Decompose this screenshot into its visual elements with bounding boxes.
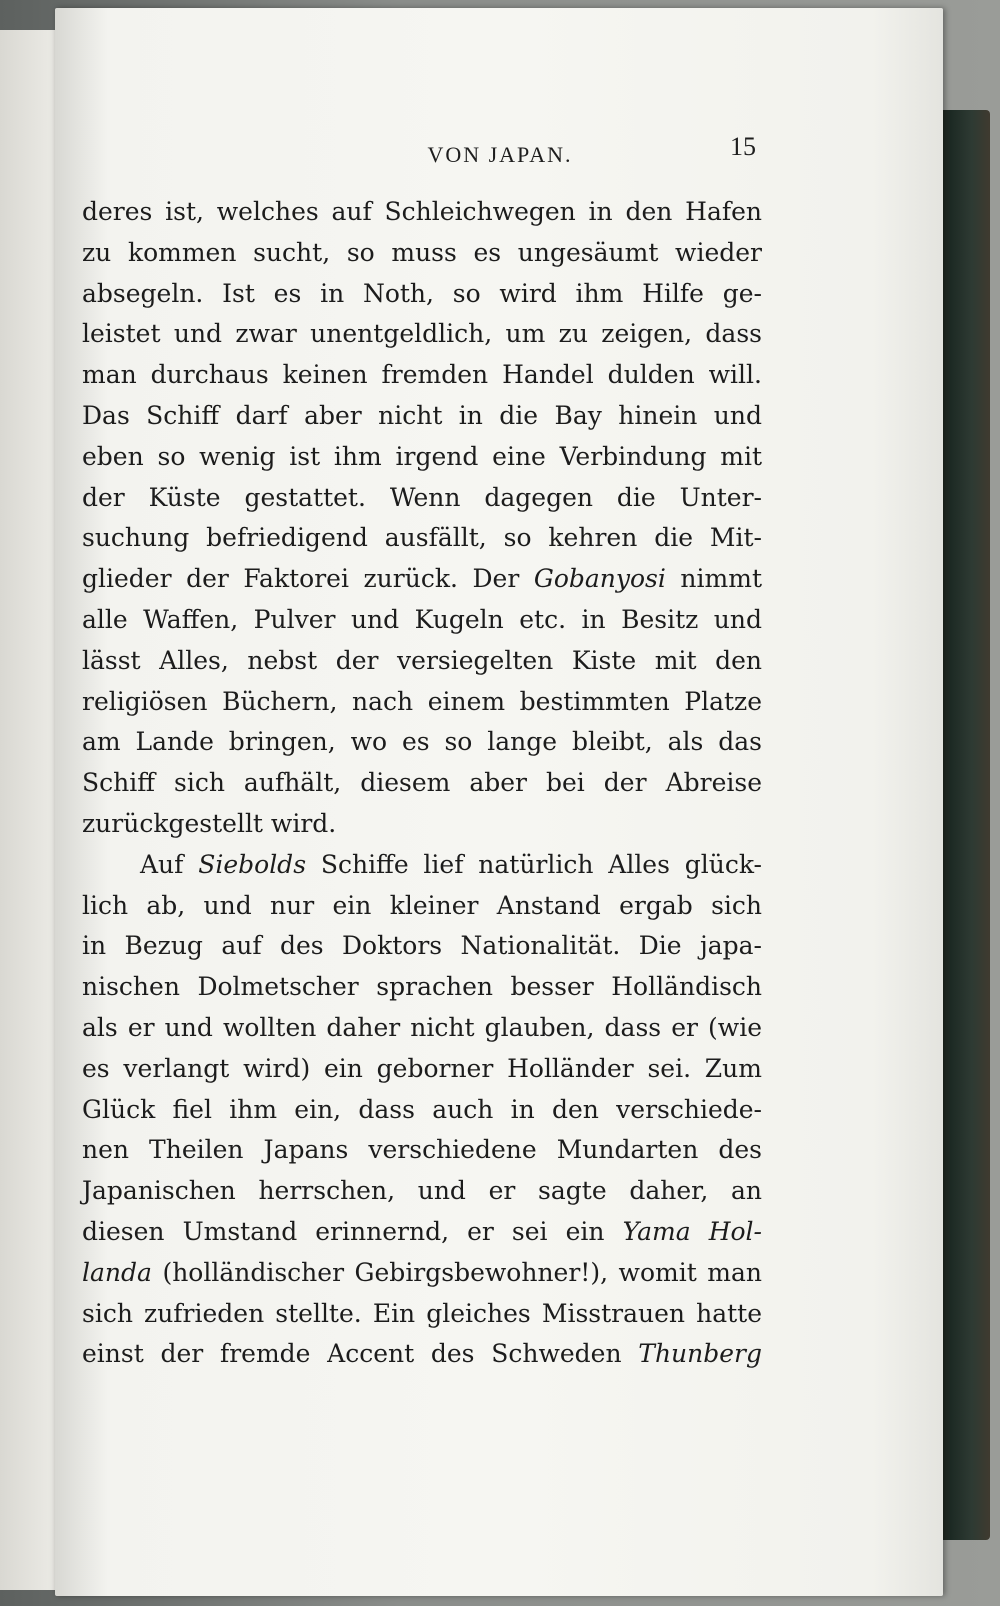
text-line: zu kommen sucht, so muss es ungesäumt wieder <box>82 237 762 267</box>
text-line: alle Waffen, Pulver und Kugeln etc. in Besitz und <box>82 604 762 634</box>
text-segment: glieder der Faktorei zurück. Der <box>82 564 534 594</box>
text-line <box>82 1334 762 1375</box>
italic-name: Yama Hol- <box>622 1216 762 1246</box>
text-segment: einst der fremde Accent des Schweden <box>82 1339 639 1369</box>
text-line: zurückgestellt wird. <box>82 808 337 838</box>
italic-name: Gobanyosi <box>533 564 666 594</box>
text-line: in Bezug auf des Doktors Nationalität. Die japa- <box>82 931 762 961</box>
text-line: eben so wenig ist ihm irgend eine Verbindung mit <box>82 441 762 471</box>
text-line: Japanischen herrschen, und er sagte daher, an <box>82 1176 762 1206</box>
italic-name: landa <box>82 1257 152 1287</box>
text-line: nischen Dolmetscher sprachen besser Holländisch <box>82 972 762 1002</box>
text-line: leistet und zwar unentgeldlich, um zu zeigen, dass <box>82 319 762 349</box>
text-line <box>82 845 762 886</box>
text-line: lässt Alles, nebst der versiegelten Kiste mit den <box>82 645 762 675</box>
text-line: am Lande bringen, wo es so lange bleibt, als das <box>82 727 762 757</box>
text-segment: Auf <box>140 849 199 879</box>
text-line: religiösen Büchern, nach einem bestimmten Platze <box>82 686 762 716</box>
text-line <box>82 559 762 600</box>
text-line <box>82 1253 762 1294</box>
text-segment: (holländischer Gebirgsbewohner!), womit man <box>151 1257 762 1287</box>
text-line: nen Theilen Japans verschiedene Mundarten des <box>82 1135 762 1165</box>
body-text <box>82 192 762 1375</box>
text-segment: nimmt <box>665 564 762 594</box>
text-segment: diesen Umstand erinnernd, er sei ein <box>82 1216 623 1246</box>
text-line: absegeln. Ist es in Noth, so wird ihm Hilfe ge- <box>82 278 762 308</box>
text-line: suchung befriedigend ausfällt, so kehren die Mit- <box>82 523 762 553</box>
running-title: VON JAPAN. <box>427 142 573 167</box>
italic-name: Thunberg <box>638 1339 762 1369</box>
text-line: Glück fiel ihm ein, dass auch in den verschiede- <box>82 1094 762 1124</box>
text-line: es verlangt wird) ein geborner Holländer sei. Zum <box>82 1053 762 1083</box>
text-line: Das Schiff darf aber nicht in die Bay hinein und <box>82 400 762 430</box>
text-line: der Küste gestattet. Wenn dagegen die Unter- <box>82 482 762 512</box>
text-line: als er und wollten daher nicht glauben, dass er (wie <box>82 1012 762 1042</box>
text-segment: Schiffe lief natürlich Alles glück- <box>306 849 762 879</box>
page-number: 15 <box>730 132 756 161</box>
text-line: lich ab, und nur ein kleiner Anstand ergab sich <box>82 890 762 920</box>
text-line: deres ist, welches auf Schleichwegen in den Hafen <box>82 197 762 226</box>
text-line: sich zufrieden stellte. Ein gleiches Misstrauen hatte <box>82 1298 762 1328</box>
text-line: man durchaus keinen fremden Handel dulden will. <box>82 360 762 390</box>
text-line: Schiff sich aufhält, diesem aber bei der Abreise <box>82 768 762 798</box>
text-line <box>82 1212 762 1253</box>
italic-name: Siebolds <box>198 849 307 879</box>
